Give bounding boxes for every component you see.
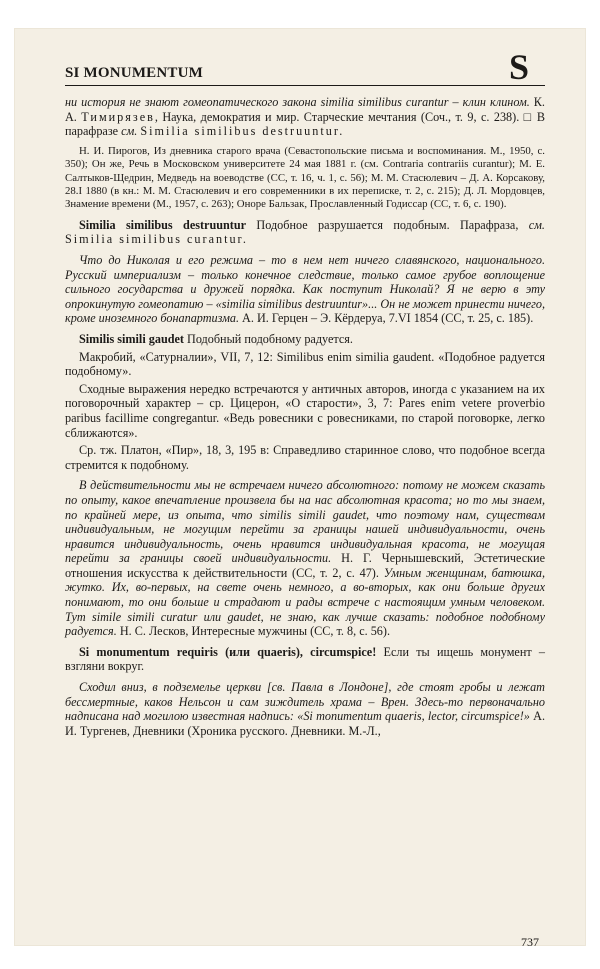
source-list: Н. И. Пирогов, Из дневника старого врача (Севастопольские письма и воспоминания. М., 1950, с. 350); Он же, Речь в Московском университете 24 мая 1881 г. (см. Contraria contrariis curantur); М. Е. Салтыков-Щедрин, Медведь на воеводстве (СС, т. 16, ч. 1, с. 56); М. М. Стасюлевич – Д. А. Корсакову, 28.I 1880 (в кн.: М. М. Стасюлевич и его современники в их переписке, т. 2, с. 215); Д. Л. Мордовцев, Знамение времени (М., 1957, с. 263); Оноре Бальзак, Прославленный Годиссар (СС, т. 6, с. 190). — [65, 144, 545, 211]
entry-translation: Если ты ищешь монумент – взгляни вокруг. — [65, 644, 545, 674]
running-title: SI MONUMENTUM — [65, 65, 204, 81]
author-name: Тимирязев — [81, 109, 155, 124]
quotation-herzen — [65, 253, 545, 326]
cross-reference: Similia similibus curantur. — [65, 232, 248, 247]
quotation-turgenev — [65, 680, 545, 738]
page-number: 737 — [521, 935, 539, 949]
section-letter: S — [509, 47, 530, 87]
quote-source: А. И. Герцен – Э. Кёрдеруа, 7.VI 1854 (СС, т. 25, с. 185). — [239, 311, 534, 326]
quote-text: В действительности мы не встречаем ничего абсолютного: потому не можем сказать по опыту, какое впечатление произвела бы на нас абсолютная красота; но то мы знаем, по крайней мере, из опыта, что similis simili gaudet, что поэтому нам, существам индивидуальным, не могущим перейти за границы нашей индивидуальности, очень нравится индивидуальность, очень нравится индивидуальная красота, не могущая перейти за границы своей индивидуальности. — [65, 478, 545, 566]
quote-source: А. И. Тургенев, Дневники (Хроника русского. Дневники. М.-Л., — [65, 709, 545, 738]
page-body — [65, 95, 545, 738]
quote-source: Н. Г. Чернышевский, Эстетические отношения искусства к действительности (СС, т. 2, с. 47). — [65, 551, 545, 580]
quote-text: Умным женщинам, батюшка, жутко. Их, во-первых, на свете очень немного, а во-вторых, как они больше других понимают, то они больше и страдают и рады встрече с настоящим умным человеком. Тут simile simili curatur или gaudet, не знаю, как лучше сказать: подобное подобному радуется. — [65, 565, 545, 639]
see-marker: см. — [121, 124, 138, 139]
entry-similia-destruuntur — [65, 218, 545, 247]
entry-compare: Ср. тж. Платон, «Пир», 18, 3, 195 в: Справедливо старинное слово, что подобное всегда стремится к подобному. — [65, 443, 545, 472]
quote-text: ни история не знают гомеопатического закона similia similibus curantur – клин клином. — [65, 95, 530, 109]
cross-reference: Similia similibus destruuntur. — [140, 124, 345, 139]
entry-parallels: Сходные выражения нередко встречаются у античных авторов, иногда с указанием на их поговорочный характер – ср. Цицерон, «О старости», 3, 7: Pares enim vetere proverbio paribus facillime congregantur. «Ведь ровесники с ровесниками, по старой поговорке, легко сближаются». — [65, 381, 545, 440]
book-page — [14, 28, 586, 949]
source-text: , Наука, демократия и мир. Старческие мечтания (Соч., т. 9, с. 238). □ В парафразе — [65, 109, 545, 139]
entry-translation: Подобное разрушается подобным. Парафраза, — [246, 217, 529, 232]
text: К. А. — [65, 95, 545, 124]
entry-si-monumentum — [65, 645, 545, 674]
entry-translation: Подобный подобному радуется. — [183, 331, 353, 346]
quotation-chernyshevsky-leskov — [65, 478, 545, 639]
quote-source: Н. С. Лесков, Интересные мужчины (СС, т. 8, с. 56). — [116, 624, 391, 639]
entry-headword: Similis simili gaudet — [79, 331, 184, 346]
see-marker: см. — [528, 217, 545, 232]
quote-text: Сходил вниз, в подземелье церкви [св. Павла в Лондоне], где стоят гробы и лежат бессмертные, каков Нельсон и сам зиждитель храма – Врен. Здесь-то первоначально надписана над могилою известная надпись: «Si monumentum quaeris, lector, circumspice!» — [65, 680, 545, 724]
entry-headword: Si monumentum requiris (или quaeris), circumspice! — [79, 644, 377, 659]
entry-continuation — [65, 95, 545, 139]
entry-similis-gaudet — [65, 332, 545, 347]
entry-origin: Макробий, «Сатурналии», VII, 7, 12: Similibus enim similia gaudent. «Подобное радуется подобному». — [65, 349, 545, 379]
header-rule — [65, 85, 545, 86]
quote-text: Что до Николая и его режима – то в нем нет ничего славянского, национального. Русский империализм – только конечное следствие, только самое грубое воплощение сильного государства и дружей порядка. Как поступит Николай? Я не верю в эту опрокинутую гомеопатию – «similia similibus destruuntur»... Он не может принести ничего, кроме иноземного бонапартизма. — [65, 253, 545, 326]
entry-headword: Similia similibus destruuntur — [79, 217, 247, 232]
